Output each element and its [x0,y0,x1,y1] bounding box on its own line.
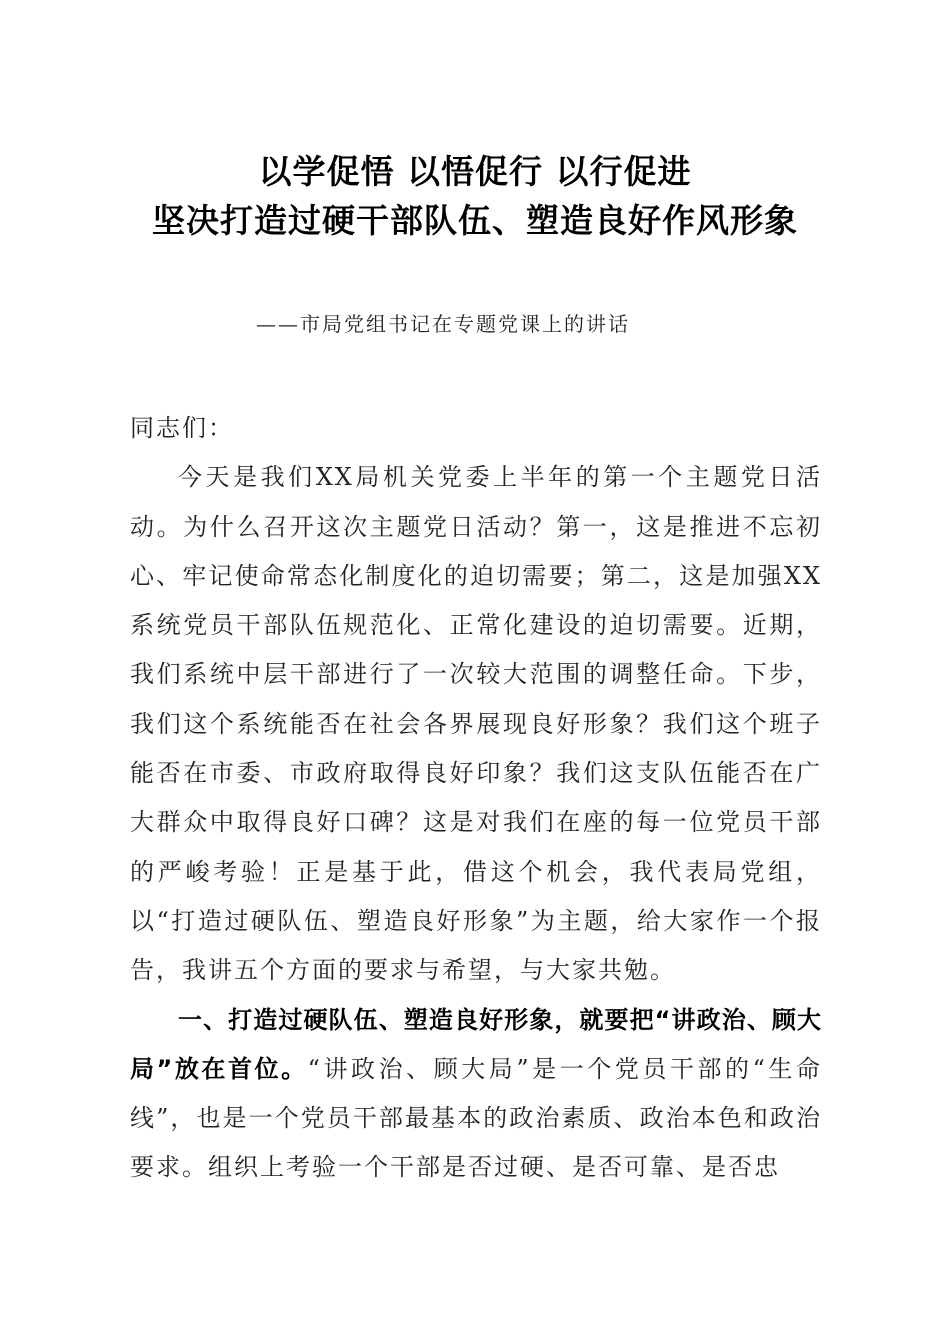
salutation: 同志们： [130,414,234,442]
document-title-line-2: 坚决打造过硬干部队伍、塑造良好作风形象 [152,201,798,240]
document-body [130,404,822,1193]
paragraph-1: 今天是我们XX局机关党委上半年的第一个主题党日活动。为什么召开这次主题党日活动？第一，这是推进不忘初心、牢记使命常态化制度化的迫切需要；第二，这是加强XX系统党员干部队伍规范化、正常化建设的迫切需要。近期，我们系统中层干部进行了一次较大范围的调整任命。下步，我们这个系统能否在社会各界展现良好形象？我们这个班子能否在市委、市政府取得良好印象？我们这支队伍能否在广大群众中取得良好口碑？这是对我们在座的每一位党员干部的严峻考验！正是基于此，借这个机会，我代表局党组，以“打造过硬队伍、塑造良好形象”为主题，给大家作一个报告，我讲五个方面的要求与希望，与大家共勉。 [130,463,822,985]
section-1-text: “讲政治、顾大局”是一个党员干部的“生命线”，也是一个党员干部最基本的政治素质、政治本色和政治要求。组织上考验一个干部是否过硬、是否可靠、是否忠 [130,1054,822,1182]
document-subtitle: ——市局党组书记在专题党课上的讲话 [256,312,630,336]
section-1-paragraph [130,996,822,1193]
document-title-line-1: 以学促悟 以悟促行 以行促进 [258,152,692,191]
section-1-heading: 一、打造过硬队伍、塑造良好形象，就要把“讲政治、顾大局”放在首位。 [130,1005,822,1083]
